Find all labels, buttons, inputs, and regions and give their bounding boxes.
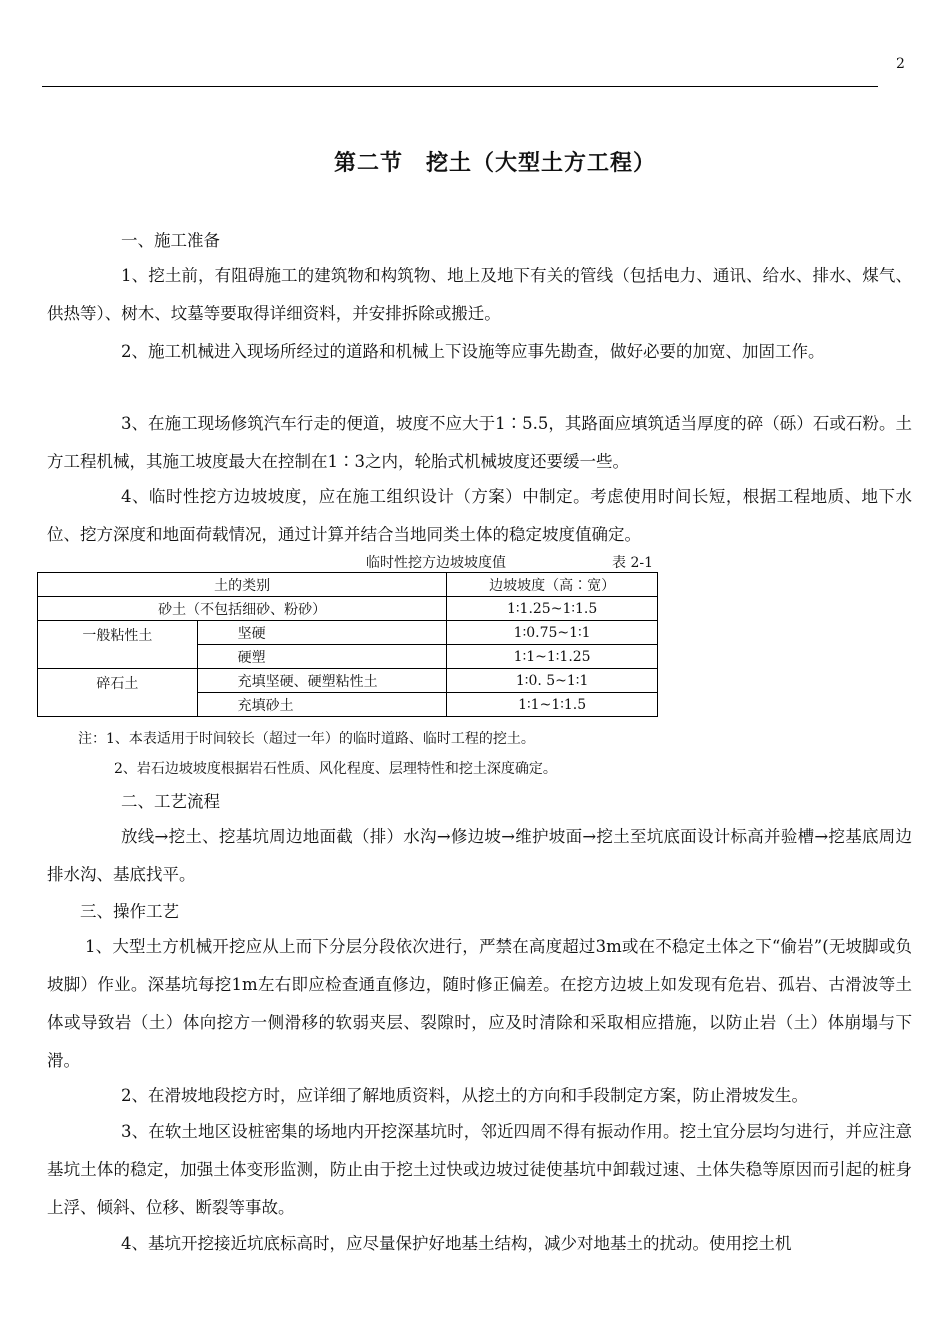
- header-slope: 边坡坡度（高∶宽）: [447, 573, 658, 597]
- soil-subtype: 充填坚硬、硬塑粘性土: [197, 669, 447, 693]
- paragraph-operation-4: 4、基坑开挖接近坑底标高时，应尽量保护好地基土结构，减少对地基土的扰动。使用挖土机: [121, 1234, 792, 1253]
- slope-value: 1∶1.25~1∶1.5: [447, 597, 658, 621]
- paragraph-prep-4: 4、临时性挖方边坡坡度，应在施工组织设计（方案）中制定。考虑使用时间长短，根据工程地质、地下水位、挖方深度和地面荷载情况，通过计算并结合当地同类土体的稳定坡度值确定。: [47, 487, 912, 544]
- section-title: 第二节 挖土（大型土方工程）: [333, 151, 656, 176]
- heading-operation: 三、操作工艺: [80, 902, 179, 921]
- table-note-1: 注：1、本表适用于时间较长（超过一年）的临时道路、临时工程的挖土。: [78, 731, 535, 747]
- page-number: 2: [896, 56, 905, 72]
- slope-table: [37, 572, 658, 717]
- paragraph-prep-1: 1、挖土前，有阻碍施工的建筑物和构筑物、地上及地下有关的管线（包括电力、通讯、给水、排水、煤气、供热等）、树木、坟墓等要取得详细资料，并安排拆除或搬迁。: [47, 266, 912, 323]
- slope-value: 1∶0.75~1∶1: [447, 621, 658, 645]
- header-rule: [42, 86, 878, 87]
- paragraph-prep-3: 3、在施工现场修筑汽车行走的便道，坡度不应大于1∶5.5，其路面应填筑适当厚度的碎（砾）石或石粉。土方工程机械，其施工坡度最大在控制在1∶3之内，轮胎式机械坡度还要缓一些。: [47, 414, 912, 471]
- soil-subtype: 坚硬: [197, 621, 447, 645]
- table-row: [38, 621, 658, 645]
- paragraph-operation-2: 2、在滑坡地段挖方时，应详细了解地质资料，从挖土的方向和手段制定方案，防止滑坡发生。: [121, 1086, 808, 1105]
- soil-sand: 砂土（不包括细砂、粉砂）: [38, 597, 447, 621]
- table-header-row: [38, 573, 658, 597]
- heading-construction-prep: 一、施工准备: [121, 231, 220, 250]
- paragraph-prep-2: 2、施工机械进入现场所经过的道路和机械上下设施等应事先勘查，做好必要的加宽、加固工作。: [121, 342, 825, 361]
- soil-subtype: 充填砂土: [197, 693, 447, 717]
- table-caption: 临时性挖方边坡坡度值: [366, 555, 506, 571]
- slope-value: 1∶1~1∶1.25: [447, 645, 658, 669]
- table-note-2: 2、岩石边坡坡度根据岩石性质、风化程度、层理特性和挖土深度确定。: [114, 761, 557, 777]
- header-soil-type: 土的类别: [38, 573, 447, 597]
- table-row: [38, 669, 658, 693]
- table-number: 表 2-1: [612, 555, 653, 571]
- soil-gravel: 碎石土: [38, 669, 198, 717]
- heading-process-flow: 二、工艺流程: [121, 792, 220, 811]
- soil-cohesive: 一般粘性土: [38, 621, 198, 669]
- paragraph-operation-3: 3、在软土地区设桩密集的场地内开挖深基坑时，邻近四周不得有振动作用。挖土宜分层均匀进行，并应注意基坑土体的稳定，加强土体变形监测，防止由于挖土过快或边坡过徒使基坑中卸载过速、土体失稳等原因而引起的桩身上浮、倾斜、位移、断裂等事故。: [47, 1122, 912, 1217]
- table-row: [38, 597, 658, 621]
- paragraph-operation-1: 1、大型土方机械开挖应从上而下分层分段依次进行，严禁在高度超过3m或在不稳定土体之下“偷岩”(无坡脚或负坡脚）作业。深基坑每挖1m左右即应检查通直修边，随时修正偏差。在挖方边坡上如发现有危岩、孤岩、古滑波等土体或导致岩（土）体向挖方一侧滑移的软弱夹层、裂隙时，应及时清除和采取相应措施，以防止岩（土）体崩塌与下滑。: [47, 937, 912, 1070]
- slope-value: 1∶1~1∶1.5: [447, 693, 658, 717]
- soil-subtype: 硬塑: [197, 645, 447, 669]
- slope-value: 1∶0. 5~1∶1: [447, 669, 658, 693]
- paragraph-process-flow: 放线→挖土、挖基坑周边地面截（排）水沟→修边坡→维护坡面→挖土至坑底面设计标高并验槽→挖基底周边排水沟、基底找平。: [47, 827, 912, 884]
